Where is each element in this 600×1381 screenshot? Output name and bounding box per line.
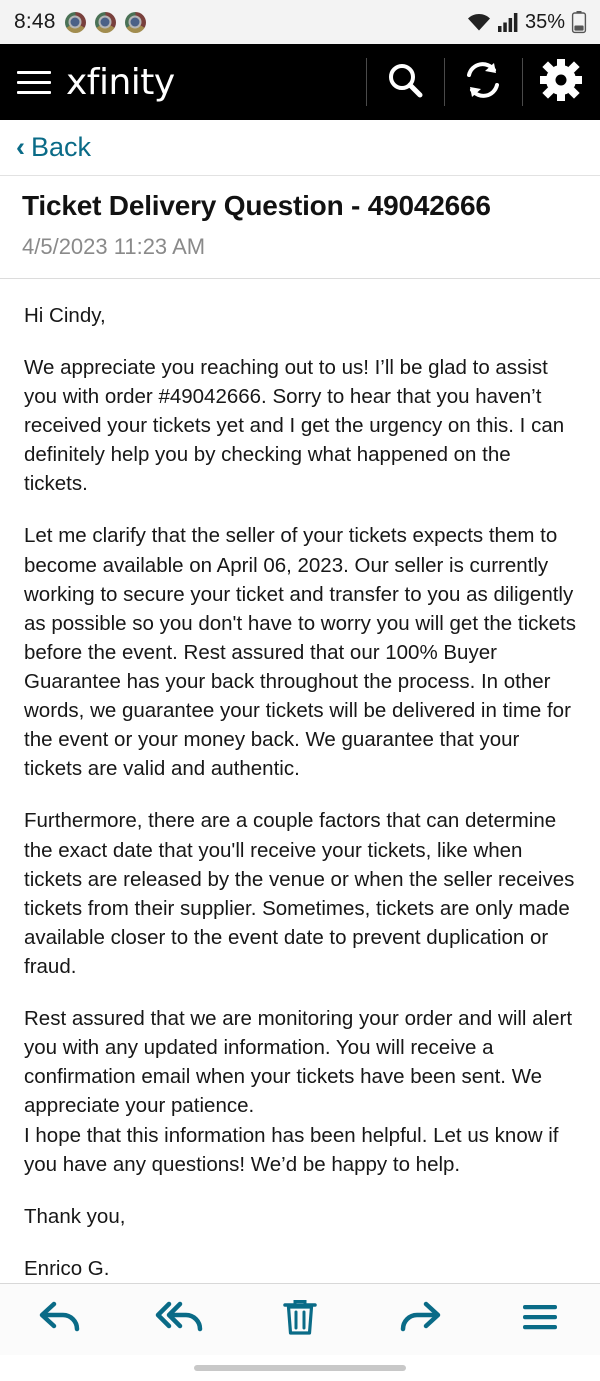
more-options-button[interactable]	[480, 1284, 600, 1355]
chevron-left-icon: ‹	[16, 132, 25, 162]
search-icon	[386, 61, 424, 104]
message-timestamp: 4/5/2023 11:23 AM	[22, 233, 206, 259]
battery-icon	[572, 11, 586, 33]
forward-button[interactable]	[360, 1284, 480, 1355]
reply-button[interactable]	[0, 1284, 120, 1355]
status-bar-right	[467, 11, 586, 34]
message-paragraph: Rest assured that we are monitoring your order and will alert you with any updated information. You will receive a confirmation email when your tickets have been sent. We appreciate your patience.	[24, 1007, 573, 1118]
message-paragraph: Hi Cindy,	[24, 303, 106, 327]
refresh-button[interactable]	[444, 44, 522, 120]
message-paragraph: Furthermore, there are a couple factors that can determine the exact date that you'll receive your tickets, like when tickets are released by the venue or when the seller receives tickets from their supplier. Sometimes, tickets are only made available closer to the event date to prevent duplication or fraud.	[24, 809, 575, 979]
back-button-label: Back	[31, 132, 92, 162]
settings-button[interactable]	[522, 44, 600, 120]
chrome-icon	[95, 12, 116, 33]
status-bar	[0, 0, 600, 44]
message-paragraph: I hope that this information has been helpful. Let us know if you have any questions! We’d be happy to help.	[24, 1123, 559, 1176]
menu-icon	[521, 1302, 559, 1337]
trash-icon	[283, 1298, 317, 1341]
message-paragraph: Let me clarify that the seller of your tickets expects them to become available on April 06, 2023. Our seller is currently working to secure your ticket and transfer to you as diligently as possible so you don't have to worry you will get the tickets before the event. Rest assured that our 100% Buyer Guarantee has your back throughout the process. In other words, we guarantee your tickets will be delivered in time for the event or your money back. We guarantee that your tickets are valid and authentic.	[24, 524, 576, 781]
message-header	[0, 176, 600, 279]
back-bar[interactable]	[0, 120, 600, 176]
status-clock: 8:48	[14, 10, 56, 33]
status-bar-left	[14, 10, 146, 34]
message-subject: Ticket Delivery Question - 49042666	[22, 190, 491, 221]
reply-all-button[interactable]	[120, 1284, 240, 1355]
message-signature: Enrico G.	[24, 1256, 110, 1280]
forward-icon	[399, 1300, 441, 1339]
system-nav-bar	[0, 1355, 600, 1381]
chrome-icon	[65, 12, 86, 33]
home-indicator[interactable]	[194, 1365, 406, 1371]
reply-all-icon	[156, 1300, 204, 1339]
gear-icon	[540, 59, 582, 106]
chrome-icon	[125, 12, 146, 33]
message-body[interactable]	[0, 279, 600, 1283]
battery-percent-label: 35%	[524, 10, 565, 33]
app-header	[0, 44, 600, 120]
signal-icon	[498, 13, 518, 32]
message-closing: Thank you,	[24, 1204, 126, 1228]
message-paragraph: We appreciate you reaching out to us! I’ll be glad to assist you with order #49042666. Sorry to hear that you haven’t received your tickets yet and I get the urgency on this. I can definitely help you by checking what happened on the tickets.	[24, 355, 565, 496]
search-button[interactable]	[366, 44, 444, 120]
refresh-icon	[463, 61, 503, 104]
header-actions	[366, 44, 600, 120]
xfinity-logo: xfinity	[66, 61, 175, 103]
wifi-icon	[467, 13, 491, 32]
reply-icon	[39, 1300, 81, 1339]
delete-button[interactable]	[240, 1284, 360, 1355]
message-toolbar	[0, 1283, 600, 1355]
hamburger-icon[interactable]	[0, 44, 62, 120]
